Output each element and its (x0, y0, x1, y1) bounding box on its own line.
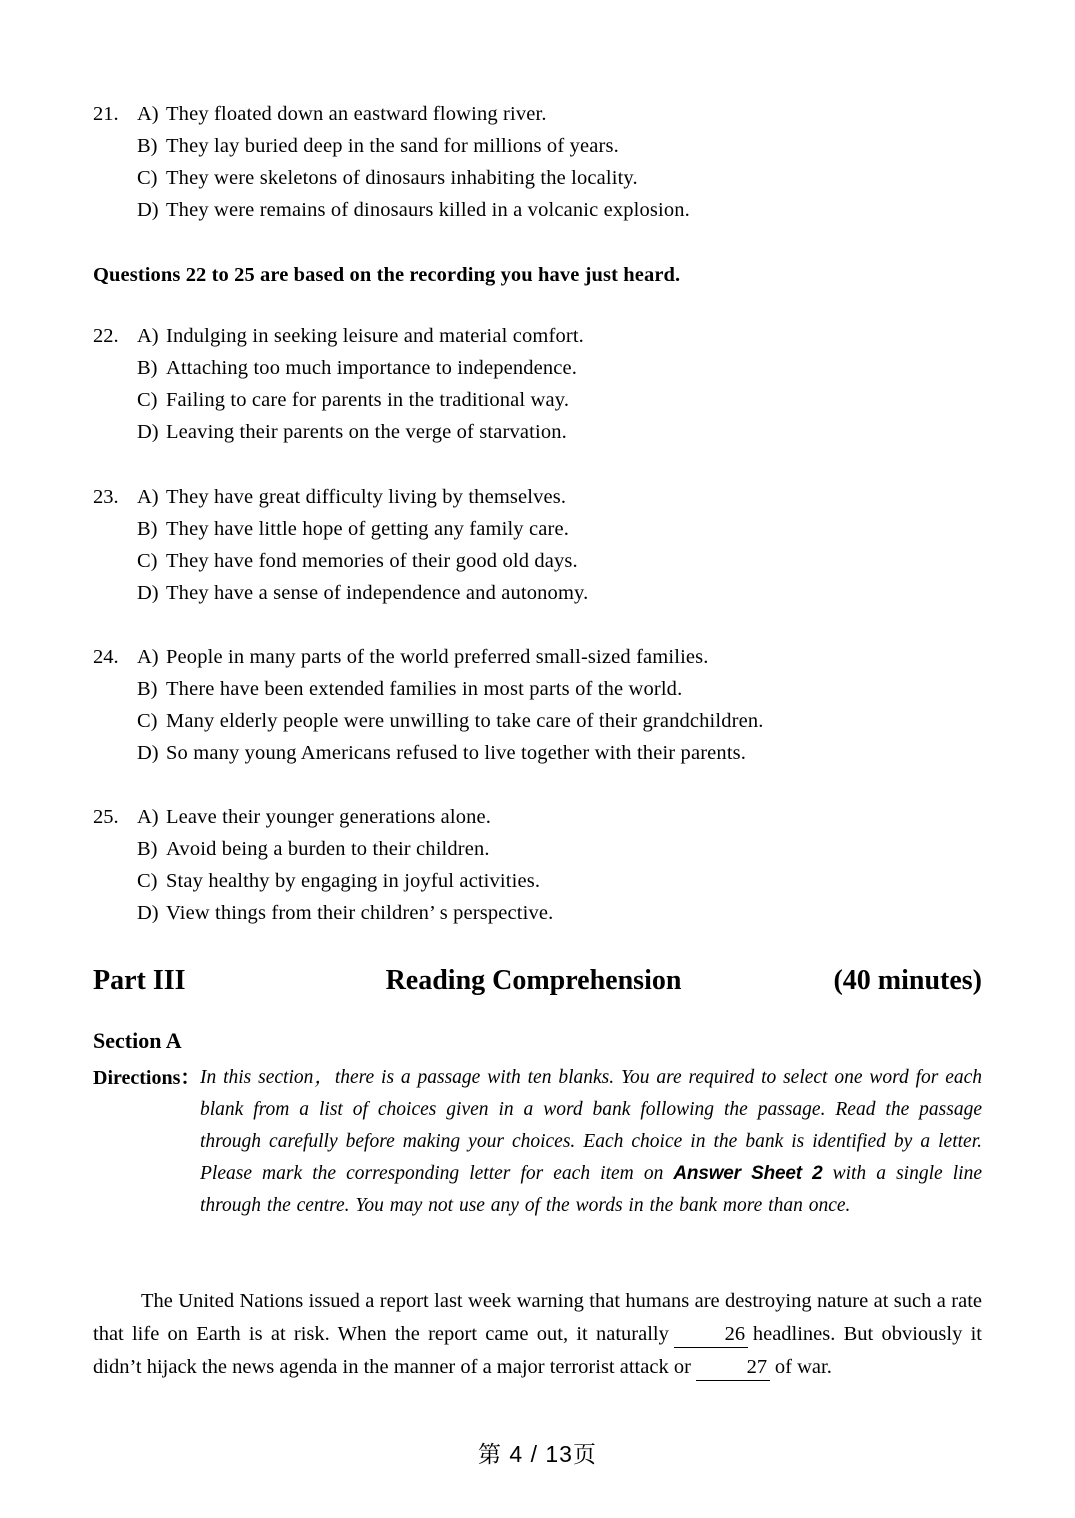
option-text: Many elderly people were unwilling to take care of their grandchildren. (166, 710, 764, 732)
option-letter: B) (137, 838, 158, 860)
passage-blank-27[interactable]: 27 (696, 1354, 770, 1381)
option-text: They lay buried deep in the sand for millions of years. (166, 135, 619, 157)
option-letter: D) (137, 902, 159, 924)
question-option-row (93, 320, 983, 352)
option-letter: A) (137, 486, 159, 508)
passage-text-2: headlines. But obviously it didn’t hijack the news agenda in the manner of a major terrorist attack or (93, 1323, 982, 1378)
option-letter: A) (137, 325, 159, 347)
question-block-24 (93, 641, 983, 769)
question-option-row (93, 481, 983, 513)
directions-text-before: In this section，there is a passage with ten blanks. You are required to select one word for each blank from a list of choices given in a word bank following the passage. Read the passage through carefully before making your choices. Each choice in the bank is identified by a letter. Please mark the corresponding letter for each item on (200, 1067, 982, 1184)
question-option-row (93, 194, 983, 226)
option-text: They floated down an eastward flowing river. (166, 103, 547, 125)
answer-sheet-emphasis: Answer Sheet 2 (673, 1163, 823, 1184)
option-letter: C) (137, 167, 158, 189)
question-number: 22. (93, 325, 119, 347)
option-letter: A) (137, 646, 159, 668)
option-letter: B) (137, 135, 158, 157)
question-option-row (93, 833, 983, 865)
question-option-row (93, 98, 983, 130)
question-option-row (93, 545, 983, 577)
question-option-row (93, 865, 983, 897)
option-text: Failing to care for parents in the traditional way. (166, 389, 570, 411)
recording-instruction: Questions 22 to 25 are based on the recording you have just heard. (93, 264, 681, 286)
part-duration: (40 minutes) (833, 965, 982, 996)
directions-text (200, 1062, 982, 1222)
question-number: 21. (93, 103, 119, 125)
page-footer: 第 4 / 13页 (478, 1441, 597, 1467)
question-option-row (93, 384, 983, 416)
option-text: Indulging in seeking leisure and material comfort. (166, 325, 584, 347)
option-letter: C) (137, 870, 158, 892)
part-label: Part III (93, 965, 186, 996)
passage-text-3: of war. (774, 1356, 832, 1378)
question-block-23 (93, 481, 983, 609)
option-text: View things from their children’ s perspective. (166, 902, 554, 924)
option-letter: D) (137, 199, 159, 221)
option-text: They have little hope of getting any family care. (166, 518, 569, 540)
option-text: They have a sense of independence and autonomy. (166, 582, 589, 604)
question-option-row (93, 513, 983, 545)
option-letter: D) (137, 742, 159, 764)
question-block-21 (93, 98, 983, 226)
option-text: Leave their younger generations alone. (166, 806, 492, 828)
question-option-row (93, 130, 983, 162)
question-option-row (93, 737, 983, 769)
option-text: There have been extended families in most parts of the world. (166, 678, 683, 700)
question-option-row (93, 801, 983, 833)
option-letter: B) (137, 357, 158, 379)
option-text: They were remains of dinosaurs killed in a volcanic explosion. (166, 199, 690, 221)
option-text: Leaving their parents on the verge of starvation. (166, 421, 567, 443)
option-text: So many young Americans refused to live together with their parents. (166, 742, 747, 764)
question-option-row (93, 897, 983, 929)
option-letter: A) (137, 103, 159, 125)
passage-blank-26[interactable]: 26 (674, 1321, 748, 1348)
section-heading: Section A (93, 1028, 182, 1053)
option-text: Stay healthy by engaging in joyful activities. (166, 870, 541, 892)
directions-text-after: with a single line through the centre. You may not use any of the words in the bank more than once. (200, 1163, 982, 1216)
option-letter: C) (137, 389, 158, 411)
option-letter: C) (137, 550, 158, 572)
option-letter: D) (137, 421, 159, 443)
option-letter: B) (137, 518, 158, 540)
part-heading (93, 962, 982, 1000)
question-option-row (93, 352, 983, 384)
option-letter: C) (137, 710, 158, 732)
option-letter: B) (137, 678, 158, 700)
question-number: 23. (93, 486, 119, 508)
option-text: They have fond memories of their good old days. (166, 550, 578, 572)
question-option-row (93, 416, 983, 448)
question-block-25 (93, 801, 983, 929)
option-text: They have great difficulty living by themselves. (166, 486, 567, 508)
question-option-row (93, 641, 983, 673)
reading-passage (93, 1285, 982, 1384)
directions-block (93, 1062, 982, 1222)
question-option-row (93, 577, 983, 609)
option-letter: D) (137, 582, 159, 604)
directions-label: Directions： (93, 1067, 201, 1089)
option-text: They were skeletons of dinosaurs inhabiting the locality. (166, 167, 638, 189)
option-text: Attaching too much importance to independence. (166, 357, 578, 379)
option-text: Avoid being a burden to their children. (166, 838, 490, 860)
question-option-row (93, 162, 983, 194)
part-title: Reading Comprehension (385, 965, 682, 996)
option-text: People in many parts of the world preferred small-sized families. (166, 646, 709, 668)
question-number: 25. (93, 806, 119, 828)
option-letter: A) (137, 806, 159, 828)
question-option-row (93, 673, 983, 705)
question-block-22 (93, 320, 983, 448)
question-number: 24. (93, 646, 119, 668)
passage-text-1: The United Nations issued a report last week warning that humans are destroying nature at such a rate that life on Earth is at risk. When the report came out, it naturally (93, 1290, 982, 1345)
question-option-row (93, 705, 983, 737)
